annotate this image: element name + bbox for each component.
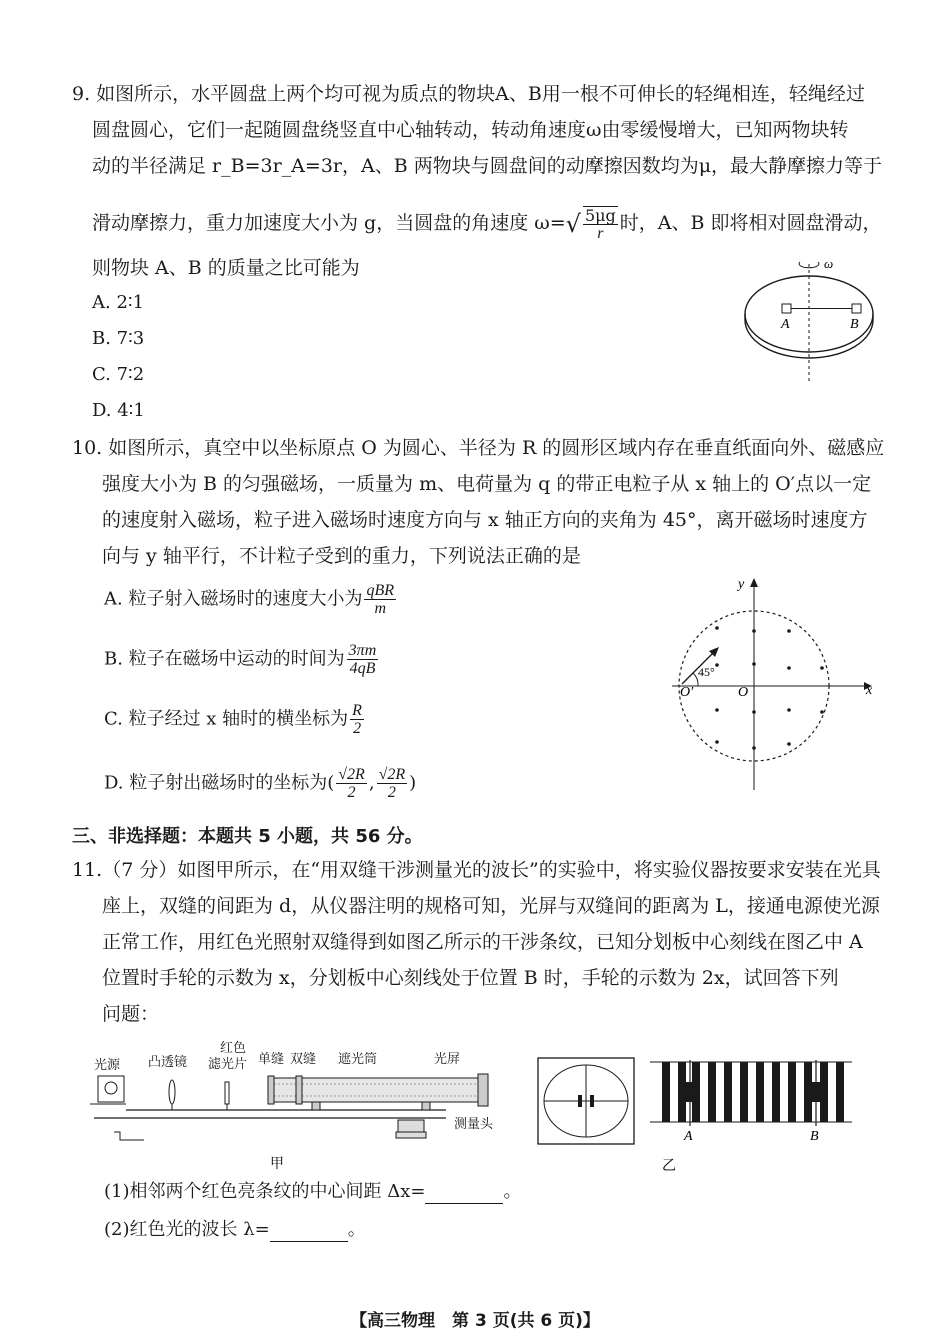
q9-line-2: 圆盘圆心，它们一起随圆盘绕竖直中心轴转动，转动角速度ω由零缓慢增大，已知两物块转 <box>92 119 849 141</box>
q10-option-a-fraction <box>364 582 396 617</box>
field-dots <box>715 626 824 750</box>
q11-fringe-figure <box>536 1052 866 1172</box>
q10-option-b <box>104 642 380 677</box>
q10-option-b-num: 3πm <box>348 642 377 659</box>
q9-omega-fraction <box>583 206 618 242</box>
hood-label: 遮光筒 <box>338 1051 378 1066</box>
q10-option-d-fraction-1 <box>336 766 367 801</box>
light-source-box <box>98 1076 124 1102</box>
double-slit-label: 双缝 <box>290 1051 317 1066</box>
answer-blank-1[interactable] <box>425 1185 503 1204</box>
single-slit-label: 单缝 <box>258 1051 285 1066</box>
measuring-head-label: 测量头 <box>454 1116 494 1131</box>
q11-line-4: 位置时手轮的示数为 x，分划板中心刻线处于位置 B 时，手轮的示数为 2x，试回答下列 <box>102 967 839 989</box>
red-filter-label-1: 红色 <box>220 1040 247 1055</box>
double-slit <box>296 1076 302 1104</box>
q10-option-a-den: m <box>374 600 386 617</box>
sqrt-icon: √ <box>565 210 581 238</box>
bench-foot <box>114 1132 144 1140</box>
q10-option-d-den-1: 2 <box>347 784 356 801</box>
q10-option-c-text: C. 粒子经过 x 轴时的横坐标为 <box>104 708 349 730</box>
q11-apparatus-figure <box>86 1036 516 1176</box>
q9-option-b: B. 7∶3 <box>92 328 145 349</box>
q11-line-2: 座上，双缝的间距为 d，从仪器注明的规格可知，光屏与双缝间的距离为 L，接通电源使光源 <box>102 895 880 917</box>
screen-label: 光屏 <box>434 1051 461 1066</box>
q10-magnetic-field-figure <box>672 572 882 798</box>
q10-option-d-num-2: √2R <box>378 766 406 783</box>
q10-option-d-post: ) <box>409 772 417 794</box>
q11-sub-1-text: (1)相邻两个红色亮条纹的中心间距 Δx= <box>104 1181 426 1202</box>
q9-omega-den: r <box>597 225 604 242</box>
q9-omega-num: 5μg <box>584 206 616 225</box>
q10-option-a <box>104 582 398 617</box>
label-a: A <box>781 317 790 332</box>
answer-blank-2[interactable] <box>270 1223 348 1242</box>
q11-line-1: 11.（7 分）如图甲所示，在“用双缝干涉测量光的波长”的实验中，将实验仪器按要求安装在光具 <box>72 859 881 881</box>
y-label: y <box>738 577 745 592</box>
q10-option-d <box>104 766 416 801</box>
q10-option-d-den-2: 2 <box>387 784 396 801</box>
q10-option-d-sep: , <box>368 772 375 794</box>
q9-line-4-post: 时，A、B 即将相对圆盘滑动， <box>619 212 882 234</box>
q10-line-2: 强度大小为 B 的匀强磁场，一质量为 m、电荷量为 q 的带正电粒子从 x 轴上的 O′点以一定 <box>102 473 872 495</box>
y-axis-arrow-icon <box>750 578 758 587</box>
q10-option-d-num-1: √2R <box>338 766 365 783</box>
reticle-left <box>578 1095 582 1107</box>
q9-disk-figure <box>738 250 888 390</box>
block-a <box>782 304 791 313</box>
q10-option-a-num: qBR <box>366 582 394 599</box>
q10-option-d-fraction-2 <box>377 766 408 801</box>
figure-yi-caption: 乙 <box>662 1159 676 1172</box>
q10-option-b-text: B. 粒子在磁场中运动的时间为 <box>104 648 345 670</box>
q10-option-b-den: 4qB <box>349 660 376 677</box>
tube-support-2 <box>422 1102 430 1110</box>
q9-line-3: 动的半径满足 r_B=3r_A=3r，A、B 两物块与圆盘间的动摩擦因数均为μ，最大静摩擦力等于 <box>92 155 883 177</box>
light-source-label: 光源 <box>94 1057 121 1072</box>
reticle-right <box>590 1095 594 1107</box>
q10-option-a-text: A. 粒子射入磁场时的速度大小为 <box>104 588 363 610</box>
q10-option-c-den: 2 <box>353 720 362 737</box>
angle-label: 45° <box>698 665 715 679</box>
bulb-icon <box>105 1082 117 1094</box>
measuring-head-base <box>396 1132 426 1138</box>
q11-sub-1-end: 。 <box>503 1181 522 1202</box>
tube-support-1 <box>312 1102 320 1110</box>
q10-option-c-num: R <box>352 702 362 719</box>
q10-option-c-fraction <box>350 702 364 737</box>
measuring-head-knob <box>398 1120 424 1132</box>
q9-line-1: 9. 如图所示，水平圆盘上两个均可视为质点的物块A、B用一根不可伸长的轻绳相连，轻绳经过 <box>72 83 865 105</box>
q9-option-c: C. 7∶2 <box>92 364 145 385</box>
convex-lens-label: 凸透镜 <box>148 1054 188 1069</box>
q11-sub-2-end: 。 <box>347 1219 366 1240</box>
q9-option-d: D. 4∶1 <box>92 400 145 421</box>
q11-sub-2-text: (2)红色光的波长 λ= <box>104 1219 270 1240</box>
q11-line-5: 问题： <box>102 1003 160 1025</box>
q10-line-4: 向与 y 轴平行，不计粒子受到的重力，下列说法正确的是 <box>102 545 581 567</box>
red-filter <box>225 1082 229 1104</box>
q11-line-3: 正常工作，用红色光照射双缝得到如图乙所示的干涉条纹，已知分划板中心刻线在图乙中 A <box>102 931 863 953</box>
single-slit <box>268 1076 274 1104</box>
q10-option-d-text: D. 粒子射出磁场时的坐标为( <box>104 772 335 794</box>
red-filter-label-2: 滤光片 <box>208 1056 248 1071</box>
fringe-label-b: B <box>810 1129 819 1144</box>
q10-option-c <box>104 702 366 737</box>
q9-option-a: A. 2∶1 <box>92 292 145 313</box>
figure-jia-caption: 甲 <box>270 1157 284 1172</box>
origin-label: O <box>738 685 749 700</box>
page-footer: 【高三物理 第 3 页(共 6 页)】 <box>350 1311 600 1331</box>
q10-option-b-fraction <box>347 642 379 677</box>
q9-line-5: 则物块 A、B 的质量之比可能为 <box>92 257 360 279</box>
q10-line-3: 的速度射入磁场，粒子进入磁场时速度方向与 x 轴正方向的夹角为 45°，离开磁场时速度方 <box>102 509 868 531</box>
light-screen <box>478 1074 488 1106</box>
q9-line-4 <box>92 206 882 242</box>
fringe-label-a: A <box>684 1129 693 1144</box>
o-prime-label: O′ <box>680 685 694 700</box>
convex-lens <box>169 1080 175 1104</box>
x-label: x <box>866 683 873 698</box>
section-3-title: 三、非选择题：本题共 5 小题，共 56 分。 <box>72 826 423 847</box>
q10-line-1: 10. 如图所示，真空中以坐标原点 O 为圆心、半径为 R 的圆形区域内存在垂直纸面向外、磁感应 <box>72 437 885 459</box>
q11-sub-2 <box>104 1218 366 1242</box>
q11-sub-1 <box>104 1180 521 1204</box>
block-b <box>852 304 861 313</box>
q9-line-4-pre: 滑动摩擦力，重力加速度大小为 g，当圆盘的角速度 ω= <box>92 212 566 234</box>
label-b: B <box>850 317 859 332</box>
omega-label: ω <box>824 256 834 271</box>
